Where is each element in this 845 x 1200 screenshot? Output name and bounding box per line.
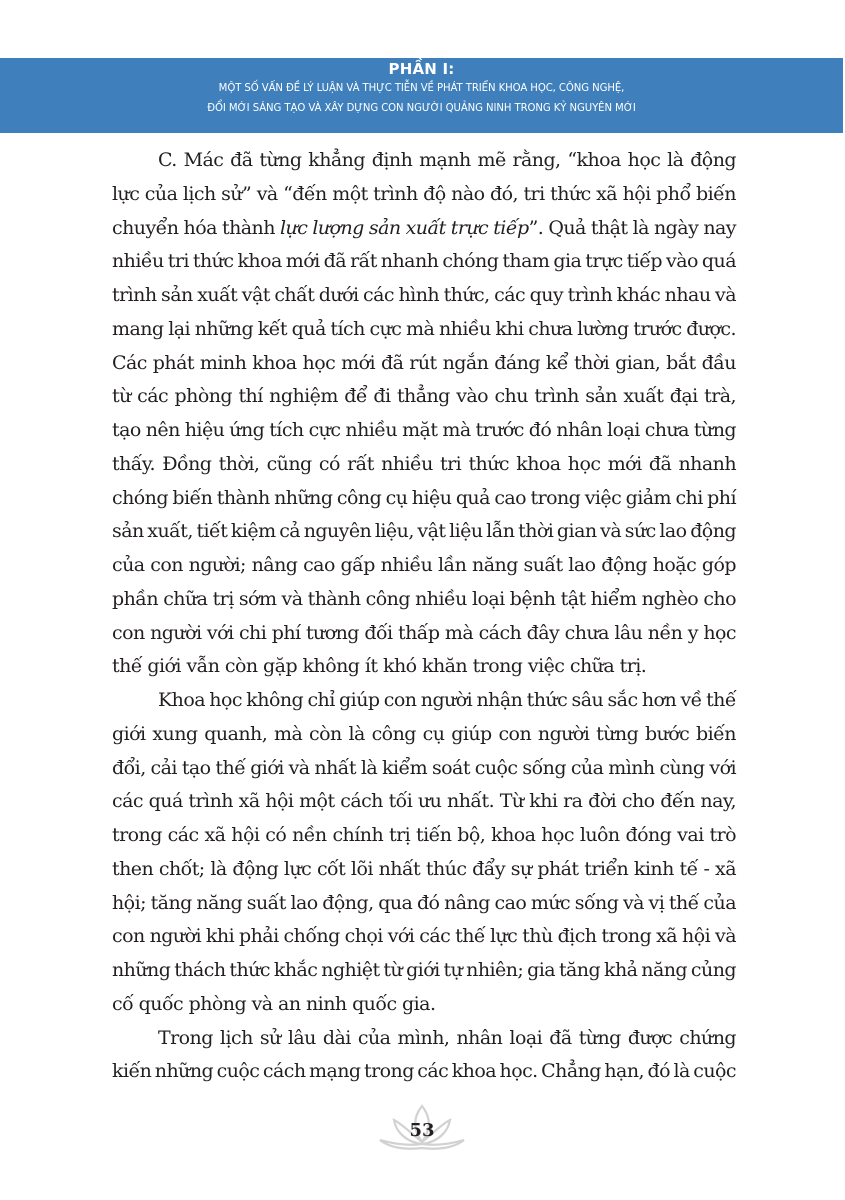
text-line: đổi, cải tạo thế giới và nhất là kiểm soát cuộc sống của mình cùng với bbox=[112, 756, 736, 779]
text-line: giới xung quanh, mà còn là công cụ giúp con người từng bước biến bbox=[112, 722, 736, 745]
text-line: các quá trình xã hội một cách tối ưu nhất. Từ khi ra đời cho đến nay, bbox=[112, 790, 736, 813]
text-line: nhiều tri thức khoa mới đã rất nhanh chóng tham gia trực tiếp vào quá bbox=[112, 250, 736, 273]
paragraph bbox=[112, 144, 736, 684]
text-line: tạo nên hiệu ứng tích cực nhiều mặt mà trước đó nhân loại chưa từng bbox=[112, 419, 736, 441]
part-title: PHẦN I: bbox=[388, 60, 455, 78]
text-run: chuyển hóa thành bbox=[112, 216, 280, 239]
page-footer bbox=[372, 1100, 472, 1160]
text-line: thế giới vẫn còn gặp không ít khó khăn trong việc chữa trị. bbox=[112, 655, 647, 678]
text-line: của con người; nâng cao gấp nhiều lần năng suất lao động hoặc góp bbox=[112, 554, 736, 576]
text-line: từ các phòng thí nghiệm để đi thẳng vào chu trình sản xuất đại trà, bbox=[112, 385, 736, 408]
text-line: trình sản xuất vật chất dưới các hình thức, các quy trình khác nhau và bbox=[112, 284, 736, 306]
body-text bbox=[112, 144, 736, 1089]
text-line: con người khi phải chống chọi với các thế lực thù địch trong xã hội và bbox=[112, 925, 736, 948]
section-header-banner bbox=[0, 58, 843, 133]
text-line: hội; tăng năng suất lao động, qua đó nâng cao mức sống và vị thế của bbox=[112, 891, 736, 914]
text-line: mang lại những kết quả tích cực mà nhiều khi chưa lường trước được. bbox=[112, 317, 736, 340]
page-number: 53 bbox=[409, 1120, 435, 1141]
paragraph bbox=[112, 684, 736, 1022]
text-line: cố quốc phòng và an ninh quốc gia. bbox=[112, 992, 436, 1015]
text-line: chóng biến thành những công cụ hiệu quả cao trong việc giảm chi phí bbox=[112, 486, 736, 509]
text-line: trong các xã hội có nền chính trị tiến bộ, khoa học luôn đóng vai trò bbox=[112, 824, 736, 846]
text-line: phần chữa trị sớm và thành công nhiều loại bệnh tật hiểm nghèo cho bbox=[112, 587, 736, 610]
text-line: con người với chi phí tương đối thấp mà cách đây chưa lâu nền y học bbox=[112, 621, 736, 644]
text-line: thấy. Đồng thời, cũng có rất nhiều tri thức khoa học mới đã nhanh bbox=[112, 452, 736, 475]
text-line: Trong lịch sử lâu dài của mình, nhân loại đã từng được chứng bbox=[158, 1026, 736, 1049]
section-subtitle-line-2: ĐỔI MỚI SÁNG TẠO VÀ XÂY DỰNG CON NGƯỜI QUẢNG NINH TRONG KỶ NGUYÊN MỚI bbox=[207, 101, 636, 114]
text-line: then chốt; là động lực cốt lõi nhất thúc đẩy sự phát triển kinh tế - xã bbox=[112, 857, 736, 880]
text-line: sản xuất, tiết kiệm cả nguyên liệu, vật liệu lẫn thời gian và sức lao động bbox=[112, 520, 736, 543]
text-line: những thách thức khắc nghiệt từ giới tự nhiên; gia tăng khả năng củng bbox=[112, 959, 736, 981]
paragraph bbox=[112, 1022, 736, 1090]
text-line: lực của lịch sử” và “đến một trình độ nào đó, tri thức xã hội phổ biến bbox=[112, 182, 736, 205]
text-line: Khoa học không chỉ giúp con người nhận thức sâu sắc hơn về thế bbox=[158, 689, 736, 711]
italic-phrase: lực lượng sản xuất trực tiếp bbox=[280, 216, 529, 239]
text-line: Các phát minh khoa học mới đã rút ngắn đáng kể thời gian, bắt đầu bbox=[112, 351, 736, 374]
text-run: ”. Quả thật là ngày nay bbox=[528, 216, 736, 239]
text-line: kiến những cuộc cách mạng trong các khoa học. Chẳng hạn, đó là cuộc bbox=[112, 1060, 736, 1083]
text-line bbox=[112, 212, 736, 246]
section-subtitle-line-1: MỘT SỐ VẤN ĐỀ LÝ LUẬN VÀ THỰC TIỄN VỀ PHÁT TRIỂN KHOA HỌC, CÔNG NGHỆ, bbox=[218, 81, 625, 94]
text-line: C. Mác đã từng khẳng định mạnh mẽ rằng, “khoa học là động bbox=[158, 149, 736, 171]
